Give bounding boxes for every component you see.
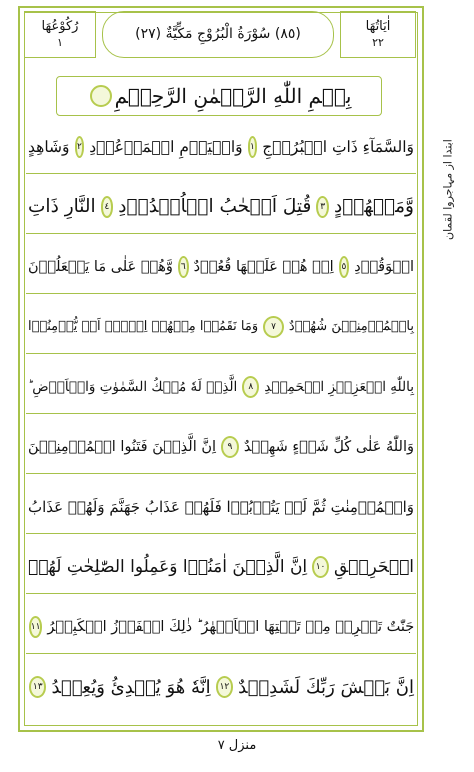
ayah-end-marker: ١ bbox=[248, 136, 258, 158]
verse-line bbox=[26, 240, 416, 294]
ayah-label: اٰيَاتُهَا bbox=[365, 19, 391, 35]
ayah-end-marker: ٦ bbox=[178, 256, 189, 278]
verse-line bbox=[26, 600, 416, 654]
bismillah bbox=[56, 76, 382, 116]
ayah-end-marker: ٢ bbox=[75, 136, 85, 158]
verse-text: وَالۡيَوۡمِ الۡمَوۡعُوۡدِ bbox=[89, 137, 243, 156]
ruku-number: ١ bbox=[57, 35, 63, 49]
verse-text: وَالسَّمَآءِ ذَاتِ الۡبُرُوۡجِ bbox=[262, 137, 414, 156]
verse-line bbox=[26, 480, 416, 534]
verse-text: وَّهُمۡ عَلٰى مَا يَفۡعَلُوۡنَ bbox=[28, 258, 173, 275]
verse-text: بِالۡمُؤۡمِنِيۡنَ شُهُوۡدٌ bbox=[288, 319, 414, 334]
verse-text: بِاللّٰهِ الۡعَزِيۡزِ الۡحَمِيۡدِ bbox=[264, 378, 414, 395]
verse-text: النَّارِ ذَاتِ bbox=[28, 196, 96, 217]
verse-line bbox=[26, 540, 416, 594]
ayah-end-marker: ١٠ bbox=[312, 556, 329, 578]
verse-line bbox=[26, 420, 416, 474]
page-frame bbox=[18, 6, 424, 732]
ayah-number: ٢٢ bbox=[372, 35, 384, 49]
verse-text: وَّمَشۡهُوۡدٍ bbox=[333, 196, 414, 217]
verse-text: وَشَاهِدٍ bbox=[28, 137, 70, 156]
verse-text: وَالۡمُؤۡمِنٰتِ ثُمَّ لَمۡ يَتُوۡبُوۡا فَلَهُمۡ عَذَابُ جَهَنَّمَ وَلَهُمۡ عَذَابُ bbox=[27, 497, 414, 516]
verse-text: اِنَّهٗ هُوَ يُبۡدِئُ وَيُعِيۡدُ bbox=[51, 676, 211, 698]
verse-text: اِذۡ هُمۡ عَلَيۡهَا قُعُوۡدٌ bbox=[193, 258, 334, 275]
surah-header bbox=[20, 8, 422, 64]
bismillah-marker bbox=[90, 85, 112, 107]
surah-title-box bbox=[102, 11, 334, 58]
ayah-end-marker: ٧ bbox=[263, 316, 284, 338]
verse-line bbox=[26, 360, 416, 414]
side-margin-note: ابتدا از مہاجروا لقمان bbox=[441, 139, 455, 241]
verse-text: وَاللّٰهُ عَلٰى كُلِّ شَىۡءٍ شَهِيۡدٌ bbox=[243, 438, 414, 455]
verse-line bbox=[26, 120, 416, 174]
ayah-end-marker: ٩ bbox=[221, 436, 239, 458]
verse-text: الَّذِىۡ لَهٗ مُلۡكُ السَّمٰوٰتِ وَالۡاَرۡضِ ؕ bbox=[28, 378, 238, 395]
bismillah-text: بِسۡمِ اللّٰهِ الرَّحۡمٰنِ الرَّحِيۡمِ bbox=[114, 84, 352, 108]
ayah-end-marker: ١١ bbox=[29, 616, 43, 638]
manzil-footer: منزل ٧ bbox=[217, 738, 257, 753]
verse-text: جَنّٰتٌ تَجۡرِىۡ مِنۡ تَحۡتِهَا الۡاَنۡهٰرُ ؕ ذٰلِكَ الۡفَوۡزُ الۡكَبِيۡرُ bbox=[47, 618, 415, 635]
verse-text: وَمَا نَقَمُوۡا مِنۡهُمۡ اِلَّاۤ اَنۡ يُّؤۡمِنُوۡا bbox=[28, 319, 259, 334]
ayah-end-marker: ١٢ bbox=[216, 676, 233, 698]
verse-text: اِنَّ الَّذِيۡنَ اٰمَنُوۡا وَعَمِلُوا الصّٰلِحٰتِ لَهُمۡ bbox=[28, 556, 308, 577]
ayah-end-marker: ١٣ bbox=[29, 676, 46, 698]
verse-text: اِنَّ الَّذِيۡنَ فَتَنُوا الۡمُؤۡمِنِيۡنَ bbox=[28, 438, 217, 455]
ayah-count-box bbox=[340, 11, 416, 58]
ayah-end-marker: ٨ bbox=[242, 376, 259, 398]
ruku-count-box bbox=[24, 11, 96, 58]
verse-line bbox=[26, 660, 416, 714]
ayah-end-marker: ٣ bbox=[316, 196, 329, 218]
verse-text: اِنَّ بَطۡشَ رَبِّكَ لَشَدِيۡدٌ bbox=[238, 676, 414, 698]
surah-title: (٨٥) سُوْرَةُ الْبُرُوْجِ مَكِّيَّةٌ (٢٧) bbox=[135, 25, 301, 42]
verse-text: الۡحَرِيۡقِ bbox=[333, 556, 414, 577]
verse-text: الۡوَقُوۡدِ bbox=[354, 258, 414, 275]
ayah-end-marker: ٤ bbox=[101, 196, 114, 218]
verse-line bbox=[26, 300, 416, 354]
verse-line bbox=[26, 180, 416, 234]
ruku-label: رُكُوْعُهَا bbox=[41, 19, 79, 35]
verse-text: قُتِلَ اَصۡحٰبُ الۡاُخۡدُوۡدِ bbox=[118, 196, 312, 217]
ayah-end-marker: ٥ bbox=[339, 256, 350, 278]
